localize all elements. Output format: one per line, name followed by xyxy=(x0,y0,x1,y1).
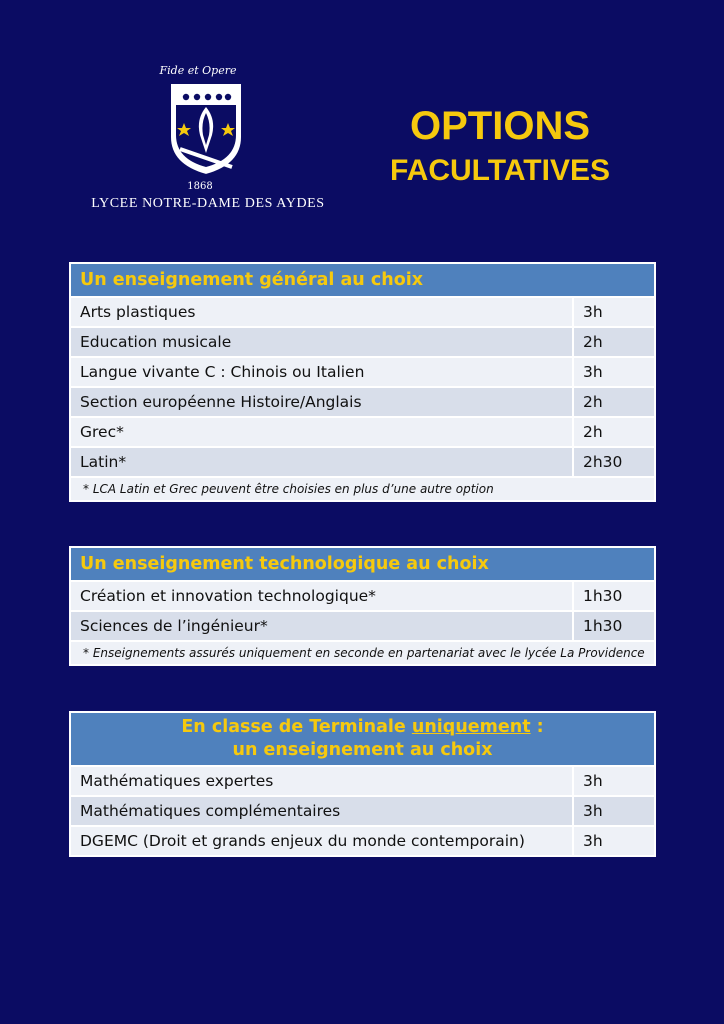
table-header xyxy=(70,263,655,297)
school-name: LYCEE NOTRE-DAME DES AYDES xyxy=(91,196,325,211)
option-hours: 2h xyxy=(573,417,655,447)
techno-footnote: * Enseignements assurés uniquement en seconde en partenariat avec le lycée La Providence xyxy=(70,641,655,665)
option-name: Mathématiques complémentaires xyxy=(70,796,573,826)
general-footnote: * LCA Latin et Grec peuvent être choisies en plus d’une autre option xyxy=(70,477,655,501)
option-hours: 1h30 xyxy=(573,581,655,611)
table-row xyxy=(70,581,655,611)
table-footnote-row xyxy=(70,641,655,665)
option-name: Mathématiques expertes xyxy=(70,766,573,796)
terminale-title-prefix: En classe de Terminale xyxy=(181,717,412,737)
option-hours: 3h xyxy=(573,796,655,826)
option-hours: 3h xyxy=(573,826,655,856)
table-header xyxy=(70,547,655,581)
option-hours: 2h xyxy=(573,387,655,417)
terminale-table-title xyxy=(70,712,655,766)
table-footnote-row xyxy=(70,477,655,501)
option-hours: 2h30 xyxy=(573,447,655,477)
table-row xyxy=(70,766,655,796)
option-hours: 3h xyxy=(573,297,655,327)
table-row xyxy=(70,417,655,447)
option-name: Sciences de l’ingénieur* xyxy=(70,611,573,641)
general-table-title: Un enseignement général au choix xyxy=(70,263,655,297)
option-name: Latin* xyxy=(70,447,573,477)
option-hours: 3h xyxy=(573,357,655,387)
terminale-title-line2: un enseignement au choix xyxy=(232,740,493,760)
founding-year: 1868 xyxy=(187,181,213,192)
table-row xyxy=(70,796,655,826)
shield-icon xyxy=(166,79,246,179)
terminale-options-table xyxy=(69,711,656,857)
option-hours: 1h30 xyxy=(573,611,655,641)
option-name: Langue vivante C : Chinois ou Italien xyxy=(70,357,573,387)
table-row xyxy=(70,611,655,641)
terminale-title-underlined: uniquement xyxy=(411,717,531,737)
table-row xyxy=(70,826,655,856)
option-name: Grec* xyxy=(70,417,573,447)
techno-options-table xyxy=(69,546,656,666)
table-row xyxy=(70,447,655,477)
option-name: Création et innovation technologique* xyxy=(70,581,573,611)
table-header xyxy=(70,712,655,766)
page-title-line2: FACULTATIVES xyxy=(390,154,610,187)
general-options-table xyxy=(69,262,656,502)
option-name: Education musicale xyxy=(70,327,573,357)
terminale-title-suffix: : xyxy=(530,717,544,737)
table-row xyxy=(70,387,655,417)
table-row xyxy=(70,297,655,327)
option-hours: 3h xyxy=(573,766,655,796)
table-row xyxy=(70,357,655,387)
page-title-line1: OPTIONS xyxy=(409,104,591,148)
table-row xyxy=(70,327,655,357)
techno-table-title: Un enseignement technologique au choix xyxy=(70,547,655,581)
logo-motto: Fide et Opere xyxy=(159,64,237,77)
option-name: Arts plastiques xyxy=(70,297,573,327)
option-name: DGEMC (Droit et grands enjeux du monde contemporain) xyxy=(70,826,573,856)
option-name: Section européenne Histoire/Anglais xyxy=(70,387,573,417)
school-logo xyxy=(68,64,348,212)
option-hours: 2h xyxy=(573,327,655,357)
